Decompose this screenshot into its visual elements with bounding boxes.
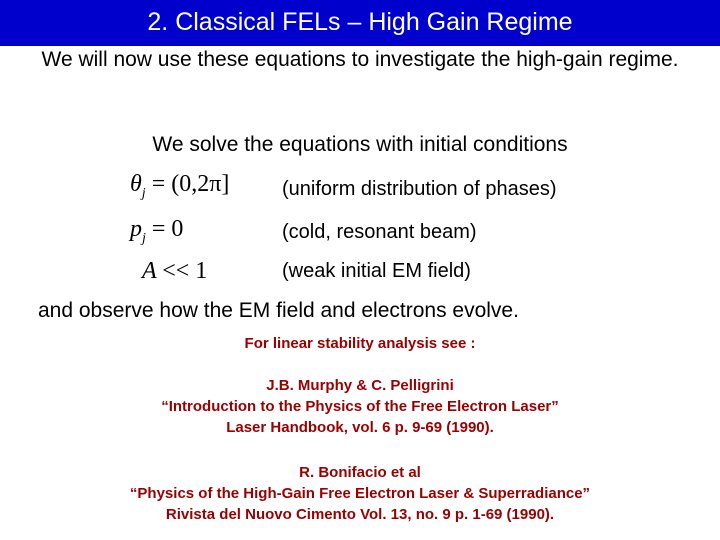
equation-p <box>130 216 183 247</box>
reference-2 <box>0 462 720 525</box>
equation-var: A <box>142 258 157 284</box>
equation-var: θ <box>130 171 142 197</box>
condition-desc-beam: (cold, resonant beam) <box>282 221 477 243</box>
intro-text: We will now use these equations to investigate the high-gain regime. <box>41 48 679 71</box>
reference-authors: J.B. Murphy & C. Pelligrini <box>266 377 454 394</box>
equation-rhs: << 1 <box>162 258 208 284</box>
equation-rhs: = (0,2π] <box>151 171 230 197</box>
equation-sub: j <box>142 230 146 246</box>
reference-title: “Physics of the High-Gain Free Electron Laser & Superradiance” <box>129 485 591 502</box>
equation-rhs: = 0 <box>151 216 184 242</box>
condition-desc-field: (weak initial EM field) <box>282 260 471 282</box>
reference-1 <box>0 375 720 438</box>
reference-source: Laser Handbook, vol. 6 p. 9-69 (1990). <box>226 419 494 436</box>
observe-text: and observe how the EM field and electrons evolve. <box>38 299 519 322</box>
condition-desc-phases: (uniform distribution of phases) <box>282 178 557 200</box>
slide-title: 2. Classical FELs – High Gain Regime <box>0 0 720 46</box>
references-heading: For linear stability analysis see : <box>244 335 476 352</box>
solve-text: We solve the equations with initial conditions <box>152 133 568 156</box>
equation-var: p <box>130 216 142 242</box>
reference-source: Rivista del Nuovo Cimento Vol. 13, no. 9 p. 1-69 (1990). <box>165 506 555 523</box>
equation-sub: j <box>141 185 146 201</box>
equation-a <box>142 258 207 285</box>
reference-title: “Introduction to the Physics of the Free Electron Laser” <box>161 398 559 415</box>
equation-theta <box>130 171 229 202</box>
reference-authors: R. Bonifacio et al <box>299 464 421 481</box>
